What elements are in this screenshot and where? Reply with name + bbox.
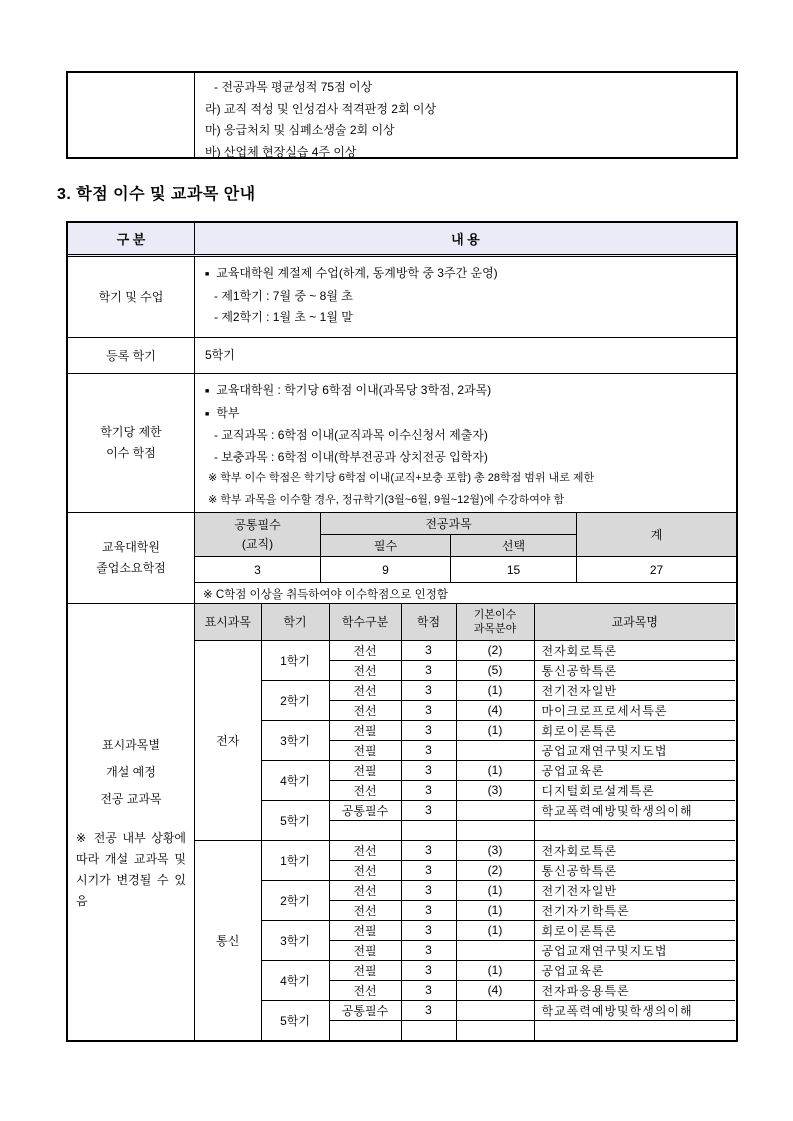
course-type-cell: 전선 — [329, 660, 401, 680]
course-row — [195, 880, 735, 900]
credits-header-elective: 선택 — [451, 535, 577, 557]
semester-cell: 1학기 — [261, 640, 329, 680]
course-name-cell: 전자회로특론 — [534, 840, 735, 860]
course-name-cell: 통신공학특론 — [534, 860, 735, 880]
course-type-cell: 전필 — [329, 960, 401, 980]
course-credit-cell: 3 — [401, 920, 456, 940]
course-type-cell: 전선 — [329, 880, 401, 900]
course-type-cell — [329, 820, 401, 840]
course-basic-field-cell: (1) — [456, 880, 534, 900]
course-type-cell — [329, 1020, 401, 1040]
course-row — [195, 760, 735, 780]
row-credit-limit — [68, 373, 736, 512]
course-row — [195, 800, 735, 820]
bullet-square-icon: ■ — [205, 410, 210, 418]
credits-value-total: 27 — [577, 557, 736, 583]
text-line: 바) 산업체 현장실습 4주 이상 — [205, 144, 357, 159]
course-credit-cell: 3 — [401, 660, 456, 680]
text-line: 졸업소요학점 — [96, 561, 166, 575]
text-line: 표시과목별 — [102, 738, 160, 752]
subject-cell: 통신 — [195, 840, 261, 1040]
text-line: 이수 학점 — [106, 446, 156, 460]
course-name-cell: 전자파응용특론 — [534, 980, 735, 1000]
course-name-cell: 마이크로프로세서특론 — [534, 700, 735, 720]
row-planned-courses — [68, 603, 736, 1040]
course-credit-cell: 3 — [401, 940, 456, 960]
credits-header-required: 필수 — [321, 535, 451, 557]
requirements-table-fragment — [66, 71, 738, 159]
row-graduation-credits — [68, 512, 736, 603]
course-basic-field-cell — [456, 940, 534, 960]
row-label — [68, 604, 195, 1040]
row-content — [195, 257, 736, 337]
course-credit-cell: 3 — [401, 800, 456, 820]
course-credit-cell: 3 — [401, 740, 456, 760]
header-cell-content: 내 용 — [451, 232, 480, 247]
course-basic-field-cell: (1) — [456, 680, 534, 700]
course-type-cell: 전선 — [329, 900, 401, 920]
course-name-cell: 공업교육론 — [534, 960, 735, 980]
text-line: 마) 응급처치 및 심폐소생술 2회 이상 — [205, 123, 395, 137]
text-line: - 교직과목 : 6학점 이내(교직과목 이수신청서 제출자) — [214, 428, 488, 442]
header-line: 과목분야 — [473, 622, 517, 635]
course-type-cell: 전필 — [329, 740, 401, 760]
requirements-list — [195, 73, 736, 157]
course-type-cell: 전선 — [329, 980, 401, 1000]
course-credit-cell — [401, 1020, 456, 1040]
courses-header-row — [195, 604, 735, 640]
row-content — [195, 604, 736, 1040]
course-credit-cell: 3 — [401, 980, 456, 1000]
course-name-cell: 통신공학특론 — [534, 660, 735, 680]
text-line: ※ 학부 과목을 이수할 경우, 정규학기(3월~6월, 9월~12월)에 수강하여야 함 — [208, 493, 565, 506]
course-type-cell: 전선 — [329, 840, 401, 860]
course-basic-field-cell — [456, 740, 534, 760]
row-label — [68, 374, 195, 512]
course-name-cell: 학교폭력예방및학생의이해 — [534, 800, 735, 820]
course-type-cell: 전필 — [329, 920, 401, 940]
credits-value-elective: 15 — [451, 557, 577, 583]
text-line: 5학기 — [205, 347, 235, 362]
course-credit-cell: 3 — [401, 1000, 456, 1020]
course-column-header: 교과목명 — [534, 604, 735, 640]
credits-value-required: 9 — [321, 557, 451, 583]
course-credit-cell: 3 — [401, 900, 456, 920]
semester-cell: 5학기 — [261, 1000, 329, 1040]
course-column-header — [456, 604, 534, 640]
course-name-cell: 전기전자일반 — [534, 880, 735, 900]
course-basic-field-cell: (5) — [456, 660, 534, 680]
text-line: - 전공과목 평균성적 75점 이상 — [214, 80, 373, 94]
row-content — [195, 338, 736, 373]
table-header-row — [68, 223, 736, 257]
semester-cell: 5학기 — [261, 800, 329, 840]
course-credit-cell: 3 — [401, 720, 456, 740]
row-label: 등록 학기 — [68, 338, 195, 373]
course-name-cell: 공업교재연구및지도법 — [534, 740, 735, 760]
course-credit-cell: 3 — [401, 760, 456, 780]
course-row — [195, 920, 735, 940]
row-label — [68, 513, 195, 603]
course-type-cell: 전선 — [329, 860, 401, 880]
course-name-cell — [534, 820, 735, 840]
credits-header-common — [195, 513, 321, 557]
course-credit-cell: 3 — [401, 640, 456, 660]
credits-value-common: 3 — [195, 557, 321, 583]
semester-cell: 2학기 — [261, 680, 329, 720]
text-line: ■ 학부 — [205, 405, 240, 420]
course-type-cell: 전선 — [329, 640, 401, 660]
course-column-header: 학기 — [261, 604, 329, 640]
text-line: - 제1학기 : 7월 중 ~ 8월 초 — [214, 288, 353, 303]
course-basic-field-cell — [456, 820, 534, 840]
course-column-header: 학수구분 — [329, 604, 401, 640]
courses-label-note: ※ 전공 내부 상황에 따라 개설 교과목 및 시기가 변경될 수 있음 — [76, 831, 186, 908]
course-name-cell: 전자회로특론 — [534, 640, 735, 660]
course-basic-field-cell — [456, 800, 534, 820]
header-cell-category: 구 분 — [68, 223, 195, 254]
row-content — [195, 374, 736, 512]
course-basic-field-cell: (1) — [456, 960, 534, 980]
course-type-cell: 전선 — [329, 700, 401, 720]
row-semester-class — [68, 257, 736, 337]
course-name-cell: 회로이론특론 — [534, 920, 735, 940]
course-credit-cell: 3 — [401, 680, 456, 700]
course-basic-field-cell: (1) — [456, 760, 534, 780]
course-name-cell: 전기전자일반 — [534, 680, 735, 700]
course-column-header: 표시과목 — [195, 604, 261, 640]
course-basic-field-cell: (2) — [456, 640, 534, 660]
course-credit-cell: 3 — [401, 780, 456, 800]
courses-table — [195, 604, 735, 1040]
credits-header-total: 계 — [577, 513, 736, 557]
header-line: 기본이수 — [473, 608, 517, 621]
course-row — [195, 720, 735, 740]
semester-cell: 4학기 — [261, 760, 329, 800]
text-line: - 보충과목 : 6학점 이내(학부전공과 상치전공 입학자) — [214, 449, 488, 464]
course-basic-field-cell: (2) — [456, 860, 534, 880]
course-name-cell: 디지털회로설계특론 — [534, 780, 735, 800]
course-type-cell: 전필 — [329, 940, 401, 960]
course-row — [195, 640, 735, 660]
course-row — [195, 840, 735, 860]
section-heading: 3. 학점 이수 및 교과목 안내 — [57, 186, 256, 203]
credits-header-common-line2: (교직) — [241, 536, 274, 551]
course-credit-cell: 3 — [401, 880, 456, 900]
course-type-cell: 공통필수 — [329, 1000, 401, 1020]
text-line: ■ 교육대학원 계절제 수업(하계, 동계방학 중 3주간 운영) — [205, 266, 498, 280]
text-line: 학기당 제한 — [100, 424, 162, 439]
graduation-credits-grid — [195, 513, 736, 604]
course-basic-field-cell: (3) — [456, 840, 534, 860]
course-basic-field-cell: (3) — [456, 780, 534, 800]
course-credit-cell: 3 — [401, 700, 456, 720]
course-basic-field-cell — [456, 1020, 534, 1040]
course-credit-cell — [401, 820, 456, 840]
course-basic-field-cell: (1) — [456, 900, 534, 920]
text-line: - 제2학기 : 1월 초 ~ 1월 말 — [214, 310, 353, 324]
course-row — [195, 1000, 735, 1020]
row-registration — [68, 337, 736, 373]
semester-cell: 3학기 — [261, 920, 329, 960]
credits-header-major: 전공과목 — [321, 513, 577, 535]
text-line: 개설 예정 — [106, 765, 156, 779]
semester-cell: 3학기 — [261, 720, 329, 760]
text-line: ■ 교육대학원 : 학기당 6학점 이내(과목당 3학점, 2과목) — [205, 383, 492, 397]
course-basic-field-cell: (4) — [456, 700, 534, 720]
text-line: ※ 학부 이수 학점은 학기당 6학점 이내(교직+보충 포함) 총 28학점 범위 내로 제한 — [208, 472, 595, 484]
bullet-square-icon: ■ — [205, 388, 210, 395]
subject-cell: 전자 — [195, 640, 261, 840]
credits-note: ※ C학점 이상을 취득하여야 이수학점으로 인정함 — [203, 588, 448, 601]
course-type-cell: 전필 — [329, 760, 401, 780]
course-type-cell: 전선 — [329, 680, 401, 700]
text-line: 전공 교과목 — [100, 792, 162, 806]
course-credit-cell: 3 — [401, 960, 456, 980]
row-label: 학기 및 수업 — [68, 257, 195, 337]
course-row — [195, 680, 735, 700]
course-basic-field-cell: (1) — [456, 920, 534, 940]
course-column-header: 학점 — [401, 604, 456, 640]
semester-cell: 1학기 — [261, 840, 329, 880]
text-line: 교육대학원 — [102, 539, 160, 554]
course-name-cell — [534, 1020, 735, 1040]
semester-cell: 2학기 — [261, 880, 329, 920]
course-name-cell: 공업교재연구및지도법 — [534, 940, 735, 960]
course-basic-field-cell: (1) — [456, 720, 534, 740]
course-type-cell: 전선 — [329, 780, 401, 800]
credit-course-table — [66, 221, 738, 1042]
course-credit-cell: 3 — [401, 860, 456, 880]
course-basic-field-cell: (4) — [456, 980, 534, 1000]
course-name-cell: 회로이론특론 — [534, 720, 735, 740]
row-content — [195, 513, 736, 603]
course-type-cell: 전필 — [329, 720, 401, 740]
course-credit-cell: 3 — [401, 840, 456, 860]
course-name-cell: 전기자기학특론 — [534, 900, 735, 920]
credits-header-common-line1: 공통필수 — [234, 517, 281, 532]
course-type-cell: 공통필수 — [329, 800, 401, 820]
bullet-square-icon: ■ — [205, 271, 210, 278]
course-name-cell: 공업교육론 — [534, 760, 735, 780]
course-row — [195, 960, 735, 980]
semester-cell: 4학기 — [261, 960, 329, 1000]
empty-label-cell — [68, 73, 195, 157]
courses-label-title — [100, 732, 161, 813]
text-line: 라) 교직 적성 및 인성검사 적격판정 2회 이상 — [205, 101, 437, 116]
course-name-cell: 학교폭력예방및학생의이해 — [534, 1000, 735, 1020]
course-basic-field-cell — [456, 1000, 534, 1020]
